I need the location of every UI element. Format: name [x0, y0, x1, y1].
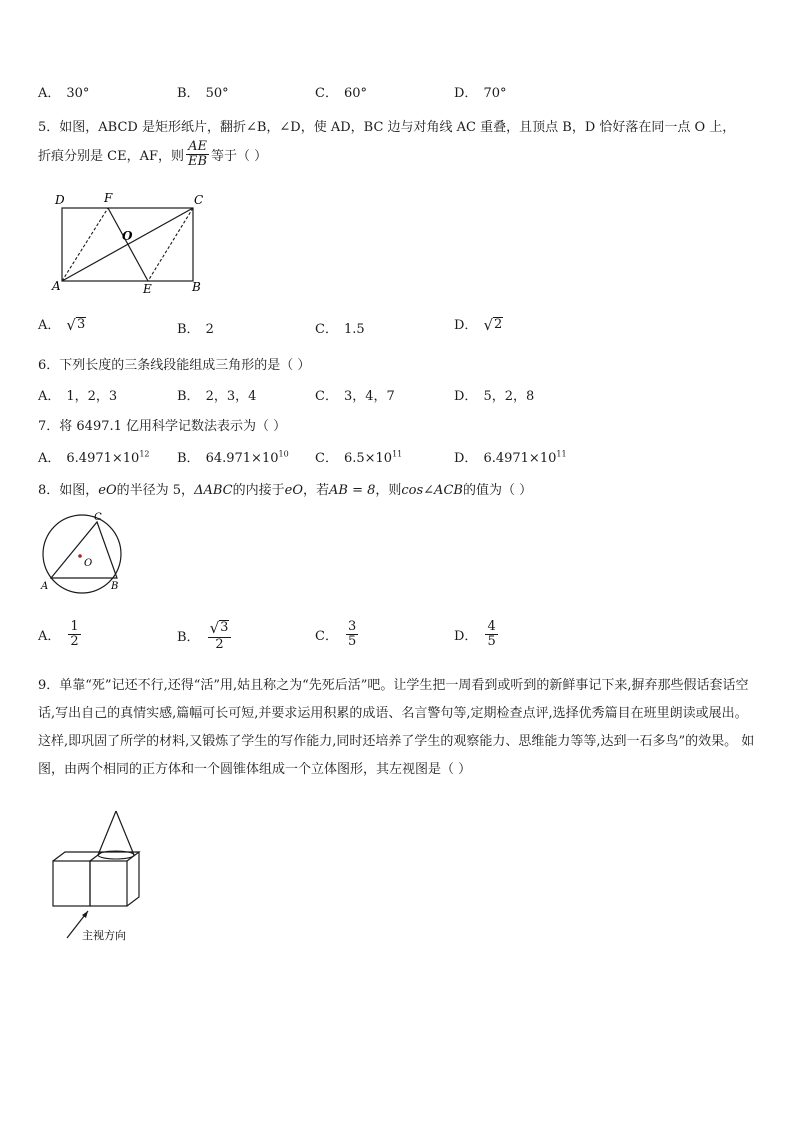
q8-circle-figure	[36, 508, 132, 596]
q6-stem: 6．下列长度的三条线段能组成三角形的是（ ）	[38, 358, 311, 373]
q8-label-a: A	[41, 581, 49, 592]
q5-stem-line2: 折痕分别是 CE，AF，则 $\frac{AE}{EB}$ 等于（ ）	[38, 139, 268, 169]
q5-label-f: F	[104, 191, 113, 205]
sqrt-symbol: √ 3	[66, 316, 86, 334]
q5-option-b[interactable]: B． 2	[177, 322, 214, 337]
q8-option-d[interactable]: D． $\frac{4}{5}$	[454, 619, 496, 649]
q9-solid-figure	[50, 808, 160, 948]
q6-option-b[interactable]: B． 2，3，4	[177, 389, 257, 404]
q4-option-b[interactable]: B． 50°	[177, 86, 229, 101]
q5-label-o: O	[122, 229, 133, 243]
q5-label-c: C	[194, 193, 204, 207]
q5-label-a: A	[52, 279, 61, 293]
q5-stem-line1: 5．如图，ABCD 是矩形纸片，翻折∠B，∠D，使 AD，BC 边与对角线 AC 重叠，且顶点 B，D 恰好落在同一点 O 上，	[38, 120, 736, 135]
q7-option-a[interactable]: A． $6.4971\times 10^{12}$	[38, 449, 150, 466]
q7-option-b[interactable]: B． $64.971\times 10^{10}$	[177, 449, 289, 466]
q6-option-d[interactable]: D． 5，2，8	[454, 389, 535, 404]
q5-rectangle-figure	[50, 190, 210, 298]
q4-option-a[interactable]: A． 30°	[38, 86, 90, 101]
q8-stem: 8．如图，eO的半径为 5，ΔABC的内接于eO，若AB = 8，则cos∠ACB的值为（ ）	[38, 483, 533, 498]
q8-option-b[interactable]: B． √ 3 2	[177, 620, 233, 651]
q5-label-e: E	[143, 282, 152, 296]
q6-option-a[interactable]: A． 1，2，3	[38, 389, 118, 404]
q7-stem: 7．将 6497.1 亿用科学记数法表示为（ ）	[38, 419, 287, 434]
center-dot	[78, 554, 82, 558]
q9-fig-caption: 主视方向	[82, 929, 126, 942]
q5-option-a[interactable]: A． √ 3	[38, 316, 86, 334]
q6-option-c[interactable]: C． 3，4，7	[315, 389, 395, 404]
sqrt-symbol: √ 3	[209, 618, 229, 637]
q7-option-c[interactable]: C． $6.5\times 10^{11}$	[315, 449, 403, 466]
q5-option-d[interactable]: D． √ 2	[454, 316, 503, 334]
q5-fraction: $\frac{AE}{EB}$	[187, 139, 208, 169]
q8-option-c[interactable]: C． $\frac{3}{5}$	[315, 619, 357, 649]
q4-option-c[interactable]: C． 60°	[315, 86, 367, 101]
q5-label-d: D	[55, 193, 65, 207]
q8-label-b: B	[111, 581, 119, 592]
q4-option-d[interactable]: D． 70°	[454, 86, 507, 101]
sqrt-symbol: √ 2	[483, 316, 503, 334]
q5-label-b: B	[192, 280, 201, 294]
q5-option-c[interactable]: C． 1.5	[315, 322, 365, 337]
q9-stem: 9．单靠“死”记还不行,还得“活”用,姑且称之为“先死后活”吧。让学生把一周看到或听到的新鲜事记下来,摒弃那些假话套话空话,写出自己的真情实感,篇幅可长可短,并要求运用积累的成语、名言警句等,定期检查点评,选择优秀篇目在班里朗读或展出。这样,即巩固了所学的材料,又锻炼了学生的写作能力,同时还培养了学生的观察能力、思维能力等等,达到一石多鸟”的效果。 如图，由两个相同的正方体和一个圆锥体组成一个立体图形，其左视图是（ ）	[38, 678, 755, 777]
q8-label-c: C	[94, 512, 102, 523]
q7-option-d[interactable]: D． $6.4971\times 10^{11}$	[454, 449, 567, 466]
q8-label-o: O	[84, 558, 93, 569]
q8-option-a[interactable]: A． $\frac{1}{2}$	[38, 619, 79, 649]
